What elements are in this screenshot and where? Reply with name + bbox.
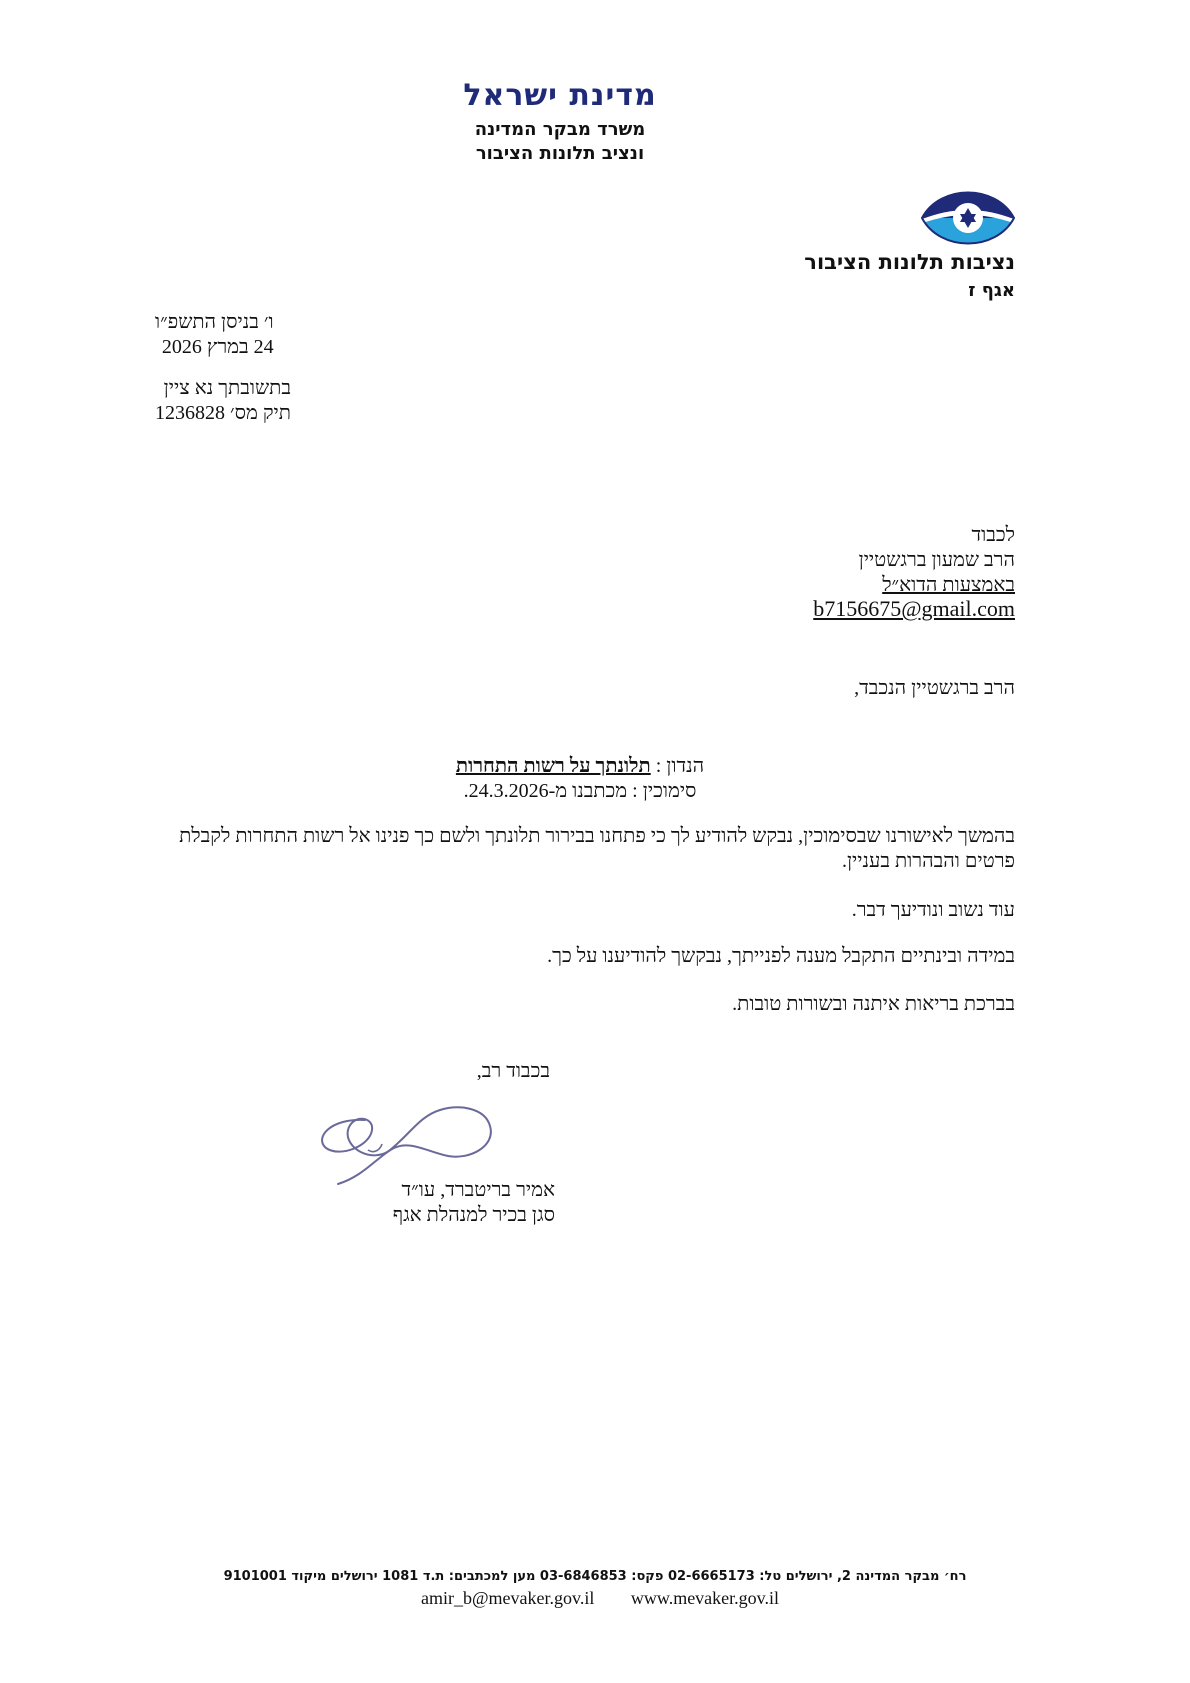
handwritten-signature-icon bbox=[310, 1090, 510, 1190]
recipient-block bbox=[859, 523, 1015, 598]
closing: בכבוד רב, bbox=[476, 1060, 550, 1082]
signer-block bbox=[345, 1178, 555, 1228]
recipient-name: הרב שמעון ברגשטיין bbox=[858, 549, 1015, 571]
signer-name: אמיר בריטברד, עו״ד bbox=[401, 1179, 555, 1201]
office-line-1: משרד מבקר המדינה bbox=[474, 119, 646, 140]
body-paragraph-1: בהמשך לאישורנו שבסימוכין, נבקש להודיע לך כי פתחנו בבירור תלונתך ולשם כך פנינו אל רשות התחרות לקבלת פרטים והבהרות בעניין. bbox=[179, 825, 1015, 872]
subject-text: תלונתך על רשות התחרות bbox=[455, 755, 651, 777]
footer-address: רח׳ מבקר המדינה 2, ירושלים טל: 02-6665173 פקס: 03-6846853 מען למכתבים: ת.ד 1081 ירושלים מיקוד 9101001 bbox=[223, 1569, 967, 1584]
hebrew-date: ו׳ בניסן התשפ״ו bbox=[155, 311, 274, 333]
footer-website-link[interactable]: www.mevaker.gov.il bbox=[630, 1588, 779, 1608]
footer-contacts bbox=[300, 1588, 900, 1609]
recipient-email-link[interactable]: b7156675@gmail.com bbox=[813, 596, 1015, 621]
footer-email-link[interactable]: amir_b@mevaker.gov.il bbox=[420, 1588, 595, 1608]
star-of-david-eye-logo-icon bbox=[920, 186, 1016, 250]
subject-block bbox=[430, 754, 730, 804]
signer-title: סגן בכיר למנהלת אגף bbox=[392, 1204, 555, 1226]
subject-reference: סימוכין : מכתבנו מ-24.3.2026. bbox=[463, 780, 697, 802]
body-paragraph-2: עוד נשוב ונודיעך דבר. bbox=[851, 899, 1015, 921]
date-block bbox=[155, 310, 274, 360]
body-paragraph-4: בברכת בריאות איתנה ובשורות טובות. bbox=[732, 993, 1015, 1015]
salutation: הרב ברגשטיין הנכבד, bbox=[854, 677, 1015, 699]
reply-instruction: בתשובתך נא ציין bbox=[163, 377, 291, 399]
unit-name: נציבות תלונות הציבור bbox=[804, 250, 1015, 274]
gregorian-date: 24 במרץ 2026 bbox=[161, 336, 274, 358]
recipient-via: באמצעות הדוא״ל bbox=[882, 574, 1015, 596]
letterhead-country: מדינת ישראל bbox=[463, 78, 657, 113]
reference-block bbox=[155, 376, 291, 426]
subject-label: הנדון : bbox=[655, 755, 705, 777]
file-number: תיק מס׳ 1236828 bbox=[155, 402, 291, 424]
recipient-honorific: לכבוד bbox=[971, 524, 1015, 546]
office-line-2: ונציב תלונות הציבור bbox=[475, 143, 645, 164]
body-paragraph-3: במידה ובינתיים התקבל מענה לפנייתך, נבקשך להודיענו על כך. bbox=[547, 945, 1015, 967]
letterhead-office bbox=[440, 118, 680, 166]
unit-division: אגף ז bbox=[968, 280, 1015, 301]
subject-line bbox=[430, 754, 730, 779]
